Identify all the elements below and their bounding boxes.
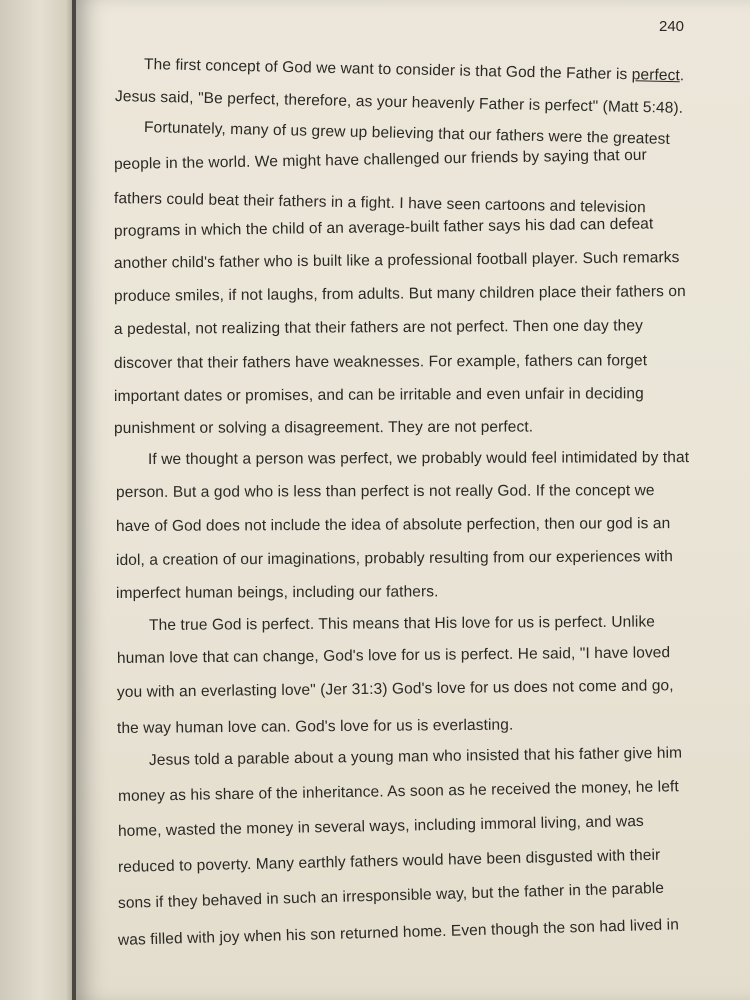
text-line: idol, a creation of our imaginations, probably resulting from our experiences with bbox=[115, 548, 674, 569]
text-line: home, wasted the money in several ways, including immoral living, and was bbox=[117, 812, 644, 840]
text-line: human love that can change, God's love for us is perfect. He said, "I have loved bbox=[116, 644, 671, 667]
text-line: important dates or promises, and can be irritable and even unfair in deciding bbox=[113, 385, 644, 405]
text-line: a pedestal, not realizing that their fathers are not perfect. Then one day they bbox=[113, 317, 643, 338]
text-line: imperfect human beings, including our fathers. bbox=[115, 583, 439, 602]
text-line: person. But a god who is less than perfect is not really God. If the concept we bbox=[115, 482, 655, 501]
text-line: produce smiles, if not laughs, from adults. But many children place their fathers on bbox=[113, 283, 686, 305]
page-number: 240 bbox=[659, 18, 685, 35]
text-line: sons if they behaved in such an irresponsible way, but the father in the parable bbox=[117, 879, 665, 912]
text-line: was filled with joy when his son returned home. Even though the son had lived in bbox=[117, 916, 680, 949]
emphasis-word: perfect bbox=[631, 66, 681, 85]
text-line: programs in which the child of an average-built father says his dad can defeat bbox=[113, 215, 654, 240]
text-line: If we thought a person was perfect, we probably would feel intimidated by that bbox=[147, 449, 690, 468]
text-line: Jesus said, "Be perfect, therefore, as your heavenly Father is perfect" (Matt 5:48). bbox=[114, 88, 684, 117]
text-line: Jesus told a parable about a young man who insisted that his father give him bbox=[148, 744, 683, 769]
text-line: money as his share of the inheritance. As soon as he received the money, he left bbox=[117, 778, 679, 805]
text-line: you with an everlasting love" (Jer 31:3) God's love for us does not come and go, bbox=[116, 677, 674, 701]
text-line: Fortunately, many of us grew up believing that our fathers were the greatest bbox=[143, 119, 671, 148]
text-line: reduced to poverty. Many earthly fathers would have been disgusted with their bbox=[117, 846, 661, 876]
text-line: have of God does not include the idea of absolute perfection, then our god is an bbox=[115, 515, 671, 535]
text-line: The true God is perfect. This means that His love for us is perfect. Unlike bbox=[148, 613, 656, 634]
text-line: discover that their fathers have weaknesses. For example, fathers can forget bbox=[113, 352, 648, 372]
text-line: The first concept of God we want to consider is that God the Father is perfect. bbox=[143, 56, 685, 85]
text-line: the way human love can. God's love for us is everlasting. bbox=[116, 716, 514, 737]
text-line: another child's father who is built like a professional football player. Such remarks bbox=[113, 249, 680, 272]
left-page-edge bbox=[0, 0, 74, 1000]
book-page bbox=[76, 0, 750, 1000]
text-line: people in the world. We might have challenged our friends by saying that our bbox=[113, 146, 647, 173]
text-line: punishment or solving a disagreement. They are not perfect. bbox=[113, 418, 534, 437]
text-line: fathers could beat their fathers in a fight. I have seen cartoons and television bbox=[113, 190, 646, 217]
